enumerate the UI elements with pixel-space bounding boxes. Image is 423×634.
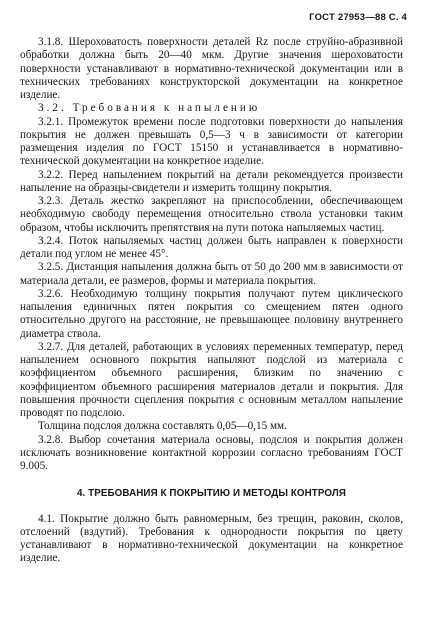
paragraph-sublayer-thickness: Толщина подслоя должна составлять 0,05—0,15 мм. (38, 420, 287, 433)
document-body (20, 36, 403, 566)
section-title: 4. ТРЕБОВАНИЯ К ПОКРЫТИЮ И МЕТОДЫ КОНТРОЛЯ (76, 488, 346, 500)
paragraph-3-2-6: 3.2.6. Необходимую толщину покрытия получают путем циклического напыления единичных пятен покрытия со смещением пятен одного относительно другого на расстояние, не превышающее половину внутреннего диаметра ствола. (20, 287, 403, 340)
paragraph-3-2-1: 3.2.1. Промежуток времени после подготовки поверхности до напыления покрытия не должен превышать 0,5—3 ч в зависимости от категории размещения изделия по ГОСТ 15150 и устанавливается в нормативно-технической документации на конкретное изделие. (20, 115, 403, 168)
subsection-heading: 3.2. Требования к напылению (38, 102, 261, 115)
paragraph-4-1: 4.1. Покрытие должно быть равномерным, без трещин, раковин, сколов, отслоений (вздутий). Требования к однородности покрытия по цвету устанавливают в нормативно-технической документации на конкретное изделие. (20, 512, 403, 565)
paragraph-3-2-5: 3.2.5. Дистанция напыления должна быть от 50 до 200 мм в зависимости от материала детали, ее размеров, формы и материала покрытия. (20, 261, 403, 287)
paragraph-3-2-2: 3.2.2. Перед напылением покрытий на детали рекомендуется произвести напыление на образцы-свидетели и измерить толщину покрытия. (20, 168, 403, 194)
page-header: ГОСТ 27953—88 С. 4 (309, 12, 407, 23)
paragraph-3-2-3: 3.2.3. Деталь жестко закрепляют на приспособлении, обеспечивающем необходимую свободу перемещения относительно ствола установки таким образом, чтобы исключить препятствия на пути потока напыляемых частиц. (20, 195, 403, 234)
paragraph-3-2-4: 3.2.4. Поток напыляемых частиц должен быть направлен к поверхности детали под углом не менее 45°. (20, 234, 403, 260)
paragraph-3-2-7: 3.2.7. Для деталей, работающих в условиях переменных температур, перед напылением основного покрытия напыляют подслой из материала с коэффициентом объемного расширения, близким по значению с коэффициентом объемного расширения материалов детали и покрытия. Для повышения прочности сцепления покрытия с основным металлом напыление проводят по подслою. (20, 340, 403, 419)
paragraph-3-2-8: 3.2.8. Выбор сочетания материала основы, подслоя и покрытия должен исключать возникновение контактной коррозии согласно требованиям ГОСТ 9.005. (20, 433, 403, 472)
paragraph-3-1-8: 3.1.8. Шероховатость поверхности деталей Rz после струйно-абразивной обработки должна быть 20—40 мкм. Другие значения шероховатости поверхности устанавливают в нормативно-технической документации или в технических требованиях конструкторской документации на конкретное изделие. (20, 36, 403, 101)
